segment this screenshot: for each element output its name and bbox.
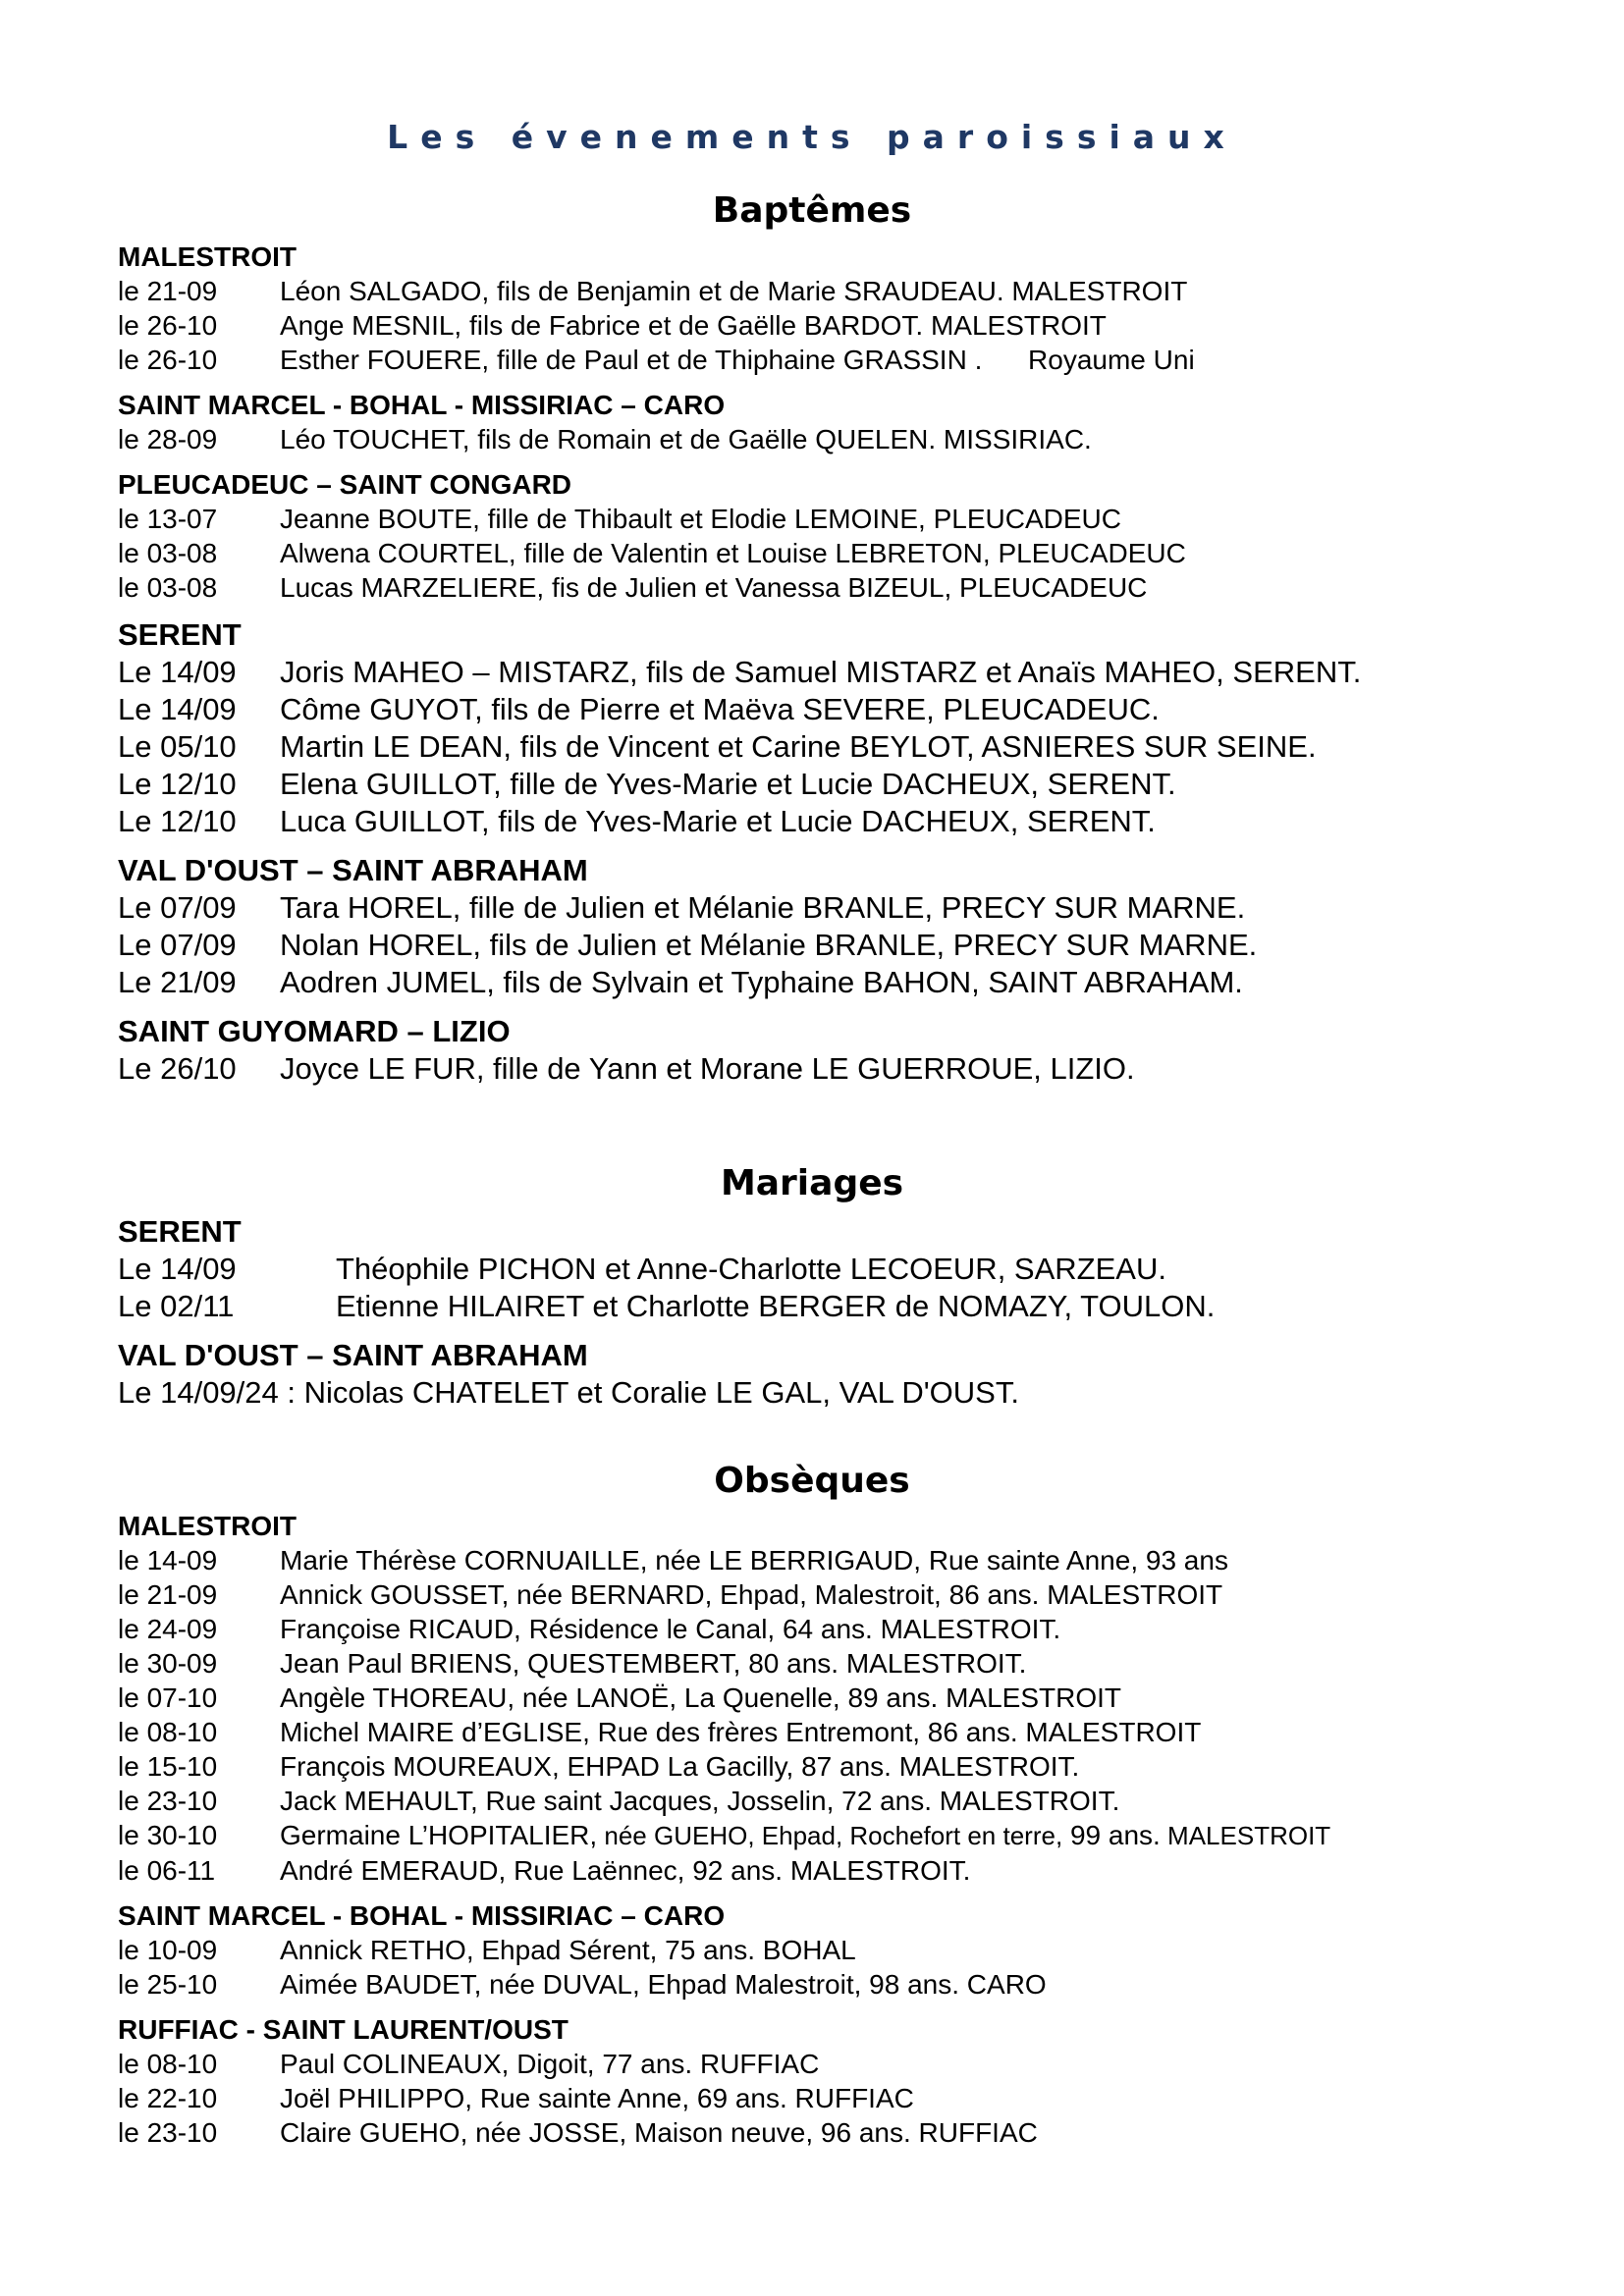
- entry-date: Le 02/11: [118, 1289, 235, 1323]
- entry-text: Annick RETHO, Ehpad Sérent, 75 ans. BOHAL: [280, 1935, 856, 1965]
- list-item: [118, 1577, 1512, 1612]
- entry-date: le 03-08: [118, 572, 218, 603]
- list-item: [118, 927, 1512, 964]
- entry-text-part: 99 ans.: [1062, 1820, 1161, 1850]
- entry-text: [280, 1818, 1512, 1853]
- list-item: [118, 1681, 1512, 1715]
- entry-date: le 14-09: [118, 1545, 218, 1575]
- entry-date: Le 21/09: [118, 965, 237, 999]
- group-name: MALESTROIT: [118, 241, 297, 272]
- group-name: SERENT: [118, 617, 242, 652]
- group-serent: [118, 616, 1512, 840]
- list-item: [118, 1543, 1512, 1577]
- baptemes-list: [118, 240, 1512, 1099]
- list-item: [118, 691, 1512, 728]
- entry-text: Alwena COURTEL, fille de Valentin et Louise LEBRETON, PLEUCADEUC: [280, 538, 1186, 568]
- list-item: [118, 889, 1512, 927]
- group-saint-marcel: [118, 389, 1512, 456]
- page-title: Les évenements paroissiaux: [387, 118, 1237, 156]
- entry-date: Le 12/10: [118, 767, 237, 801]
- entry-text: Angèle THOREAU, née LANOË, La Quenelle, 89 ans. MALESTROIT: [280, 1682, 1121, 1713]
- group-malestroit: [118, 1510, 1512, 1888]
- entry-date: le 08-10: [118, 1717, 218, 1747]
- entry-text: Le 14/09/24 : Nicolas CHATELET et Coralie LE GAL, VAL D'OUST.: [118, 1375, 1019, 1410]
- list-item: [118, 1050, 1512, 1088]
- group-saint-marcel: [118, 1899, 1512, 2002]
- entry-text: Jeanne BOUTE, fille de Thibault et Elodie LEMOINE, PLEUCADEUC: [280, 504, 1121, 534]
- baptemes-heading: Baptêmes: [712, 190, 912, 231]
- entry-text-part: Germaine L’HOPITALIER,: [280, 1820, 598, 1850]
- entry-date: le 21-09: [118, 1579, 218, 1610]
- entry-text: Joris MAHEO – MISTARZ, fils de Samuel MISTARZ et Anaïs MAHEO, SERENT.: [280, 655, 1362, 689]
- list-item: [118, 1749, 1512, 1784]
- list-item: [118, 803, 1512, 840]
- entry-text: Jack MEHAULT, Rue saint Jacques, Josselin, 72 ans. MALESTROIT.: [280, 1786, 1120, 1816]
- group-name: SAINT MARCEL - BOHAL - MISSIRIAC – CARO: [118, 1900, 726, 1931]
- list-item: [118, 1646, 1512, 1681]
- entry-text: Nolan HOREL, fils de Julien et Mélanie BRANLE, PRECY SUR MARNE.: [280, 928, 1258, 962]
- entry-date: Le 12/10: [118, 804, 237, 838]
- entry-date: le 21-09: [118, 276, 218, 306]
- list-item: [118, 1288, 1512, 1325]
- entry-date: Le 26/10: [118, 1051, 237, 1086]
- entry-date: Le 07/09: [118, 928, 237, 962]
- entry-text: Etienne HILAIRET et Charlotte BERGER de NOMAZY, TOULON.: [336, 1289, 1216, 1323]
- group-val-doust: [118, 852, 1512, 1001]
- entry-date: le 30-09: [118, 1648, 218, 1679]
- entry-date: le 13-07: [118, 504, 218, 534]
- list-item: [118, 1612, 1512, 1646]
- entry-date: le 23-10: [118, 1786, 218, 1816]
- group-ruffiac: [118, 2013, 1512, 2150]
- entry-date: le 26-10: [118, 345, 218, 375]
- entry-date: Le 05/10: [118, 729, 237, 764]
- entry-text: Luca GUILLOT, fils de Yves-Marie et Lucie DACHEUX, SERENT.: [280, 804, 1156, 838]
- list-item: [118, 2081, 1512, 2115]
- entry-date: Le 14/09: [118, 655, 237, 689]
- entry-text: Annick GOUSSET, née BERNARD, Ehpad, Malestroit, 86 ans. MALESTROIT: [280, 1579, 1223, 1610]
- entry-text: Léon SALGADO, fils de Benjamin et de Marie SRAUDEAU. MALESTROIT: [280, 276, 1188, 306]
- group-name: MALESTROIT: [118, 1511, 297, 1541]
- entry-text: Ange MESNIL, fils de Fabrice et de Gaëlle BARDOT. MALESTROIT: [280, 310, 1107, 341]
- list-item: [118, 1818, 1512, 1853]
- entry-date: le 25-10: [118, 1969, 218, 2000]
- entry-text: François MOUREAUX, EHPAD La Gacilly, 87 ans. MALESTROIT.: [280, 1751, 1080, 1782]
- entry-text-part-small: née GUEHO, Ehpad, Rochefort en terre,: [597, 1821, 1063, 1850]
- list-item: [118, 274, 1512, 308]
- list-item: [118, 728, 1512, 766]
- entry-date: le 03-08: [118, 538, 218, 568]
- entry-text: Joël PHILIPPO, Rue sainte Anne, 69 ans. RUFFIAC: [280, 2083, 914, 2113]
- list-item: [118, 536, 1512, 570]
- entry-text: Côme GUYOT, fils de Pierre et Maëva SEVERE, PLEUCADEUC.: [280, 692, 1160, 726]
- obseques-heading: Obsèques: [714, 1461, 910, 1501]
- list-item: [118, 1853, 1512, 1888]
- entry-date: Le 14/09: [118, 692, 237, 726]
- group-val-doust: [118, 1337, 1512, 1412]
- entry-text: Marie Thérèse CORNUAILLE, née LE BERRIGAUD, Rue sainte Anne, 93 ans: [280, 1545, 1228, 1575]
- entry-text-part-small: MALESTROIT: [1160, 1821, 1331, 1850]
- entry-text: Françoise RICAUD, Résidence le Canal, 64 ans. MALESTROIT.: [280, 1614, 1061, 1644]
- group-name: SAINT MARCEL - BOHAL - MISSIRIAC – CARO: [118, 390, 726, 420]
- group-name: VAL D'OUST – SAINT ABRAHAM: [118, 853, 588, 887]
- group-malestroit: [118, 240, 1512, 377]
- entry-text: Tara HOREL, fille de Julien et Mélanie BRANLE, PRECY SUR MARNE.: [280, 890, 1246, 925]
- entry-date: le 10-09: [118, 1935, 218, 1965]
- entry-date: le 07-10: [118, 1682, 218, 1713]
- mariages-list: [118, 1213, 1512, 1423]
- entry-text: Michel MAIRE d’EGLISE, Rue des frères Entremont, 86 ans. MALESTROIT: [280, 1717, 1202, 1747]
- mariages-heading: Mariages: [720, 1163, 904, 1203]
- list-item: [118, 1967, 1512, 2002]
- entry-text: Esther FOUERE, fille de Paul et de Thiphaine GRASSIN . Royaume Uni: [280, 345, 1195, 375]
- entry-date: le 28-09: [118, 424, 218, 454]
- group-pleucadeuc: [118, 468, 1512, 605]
- list-item: [118, 766, 1512, 803]
- list-item: [118, 308, 1512, 343]
- entry-text: Aimée BAUDET, née DUVAL, Ehpad Malestroit, 98 ans. CARO: [280, 1969, 1047, 2000]
- list-item: [118, 422, 1512, 456]
- list-item: [118, 502, 1512, 536]
- entry-text: André EMERAUD, Rue Laënnec, 92 ans. MALESTROIT.: [280, 1855, 971, 1886]
- entry-date: le 06-11: [118, 1855, 216, 1886]
- list-item: [118, 570, 1512, 605]
- list-item: [118, 1784, 1512, 1818]
- group-saint-guyomard: [118, 1013, 1512, 1088]
- list-item: [118, 1933, 1512, 1967]
- entry-date: le 24-09: [118, 1614, 218, 1644]
- entry-text: Théophile PICHON et Anne-Charlotte LECOEUR, SARZEAU.: [336, 1252, 1166, 1286]
- list-item: [118, 654, 1512, 691]
- list-item: [118, 343, 1512, 377]
- entry-date: le 23-10: [118, 2117, 218, 2148]
- list-item: [118, 1251, 1512, 1288]
- group-serent: [118, 1213, 1512, 1325]
- obseques-list: [118, 1510, 1512, 2162]
- group-name: VAL D'OUST – SAINT ABRAHAM: [118, 1338, 588, 1372]
- entry-date: le 30-10: [118, 1820, 218, 1850]
- entry-date: Le 07/09: [118, 890, 237, 925]
- list-item: [118, 964, 1512, 1001]
- entry-text: Aodren JUMEL, fils de Sylvain et Typhaine BAHON, SAINT ABRAHAM.: [280, 965, 1243, 999]
- list-item: [118, 2047, 1512, 2081]
- entry-text: Lucas MARZELIERE, fis de Julien et Vanessa BIZEUL, PLEUCADEUC: [280, 572, 1148, 603]
- group-name: RUFFIAC - SAINT LAURENT/OUST: [118, 2014, 568, 2045]
- entry-date: le 15-10: [118, 1751, 218, 1782]
- entry-date: Le 14/09: [118, 1252, 237, 1286]
- entry-date: le 08-10: [118, 2049, 218, 2079]
- group-name: SAINT GUYOMARD – LIZIO: [118, 1014, 511, 1048]
- list-item: [118, 2115, 1512, 2150]
- list-item: [118, 1374, 1512, 1412]
- entry-text: Claire GUEHO, née JOSSE, Maison neuve, 96 ans. RUFFIAC: [280, 2117, 1038, 2148]
- entry-text: Léo TOUCHET, fils de Romain et de Gaëlle QUELEN. MISSIRIAC.: [280, 424, 1092, 454]
- entry-date: le 26-10: [118, 310, 218, 341]
- entry-text: Martin LE DEAN, fils de Vincent et Carine BEYLOT, ASNIERES SUR SEINE.: [280, 729, 1317, 764]
- group-name: SERENT: [118, 1214, 242, 1249]
- list-item: [118, 1715, 1512, 1749]
- entry-text: Joyce LE FUR, fille de Yann et Morane LE GUERROUE, LIZIO.: [280, 1051, 1135, 1086]
- entry-text: Paul COLINEAUX, Digoit, 77 ans. RUFFIAC: [280, 2049, 820, 2079]
- entry-date: le 22-10: [118, 2083, 218, 2113]
- entry-text: Jean Paul BRIENS, QUESTEMBERT, 80 ans. MALESTROIT.: [280, 1648, 1027, 1679]
- entry-text: Elena GUILLOT, fille de Yves-Marie et Lucie DACHEUX, SERENT.: [280, 767, 1176, 801]
- group-name: PLEUCADEUC – SAINT CONGARD: [118, 469, 572, 500]
